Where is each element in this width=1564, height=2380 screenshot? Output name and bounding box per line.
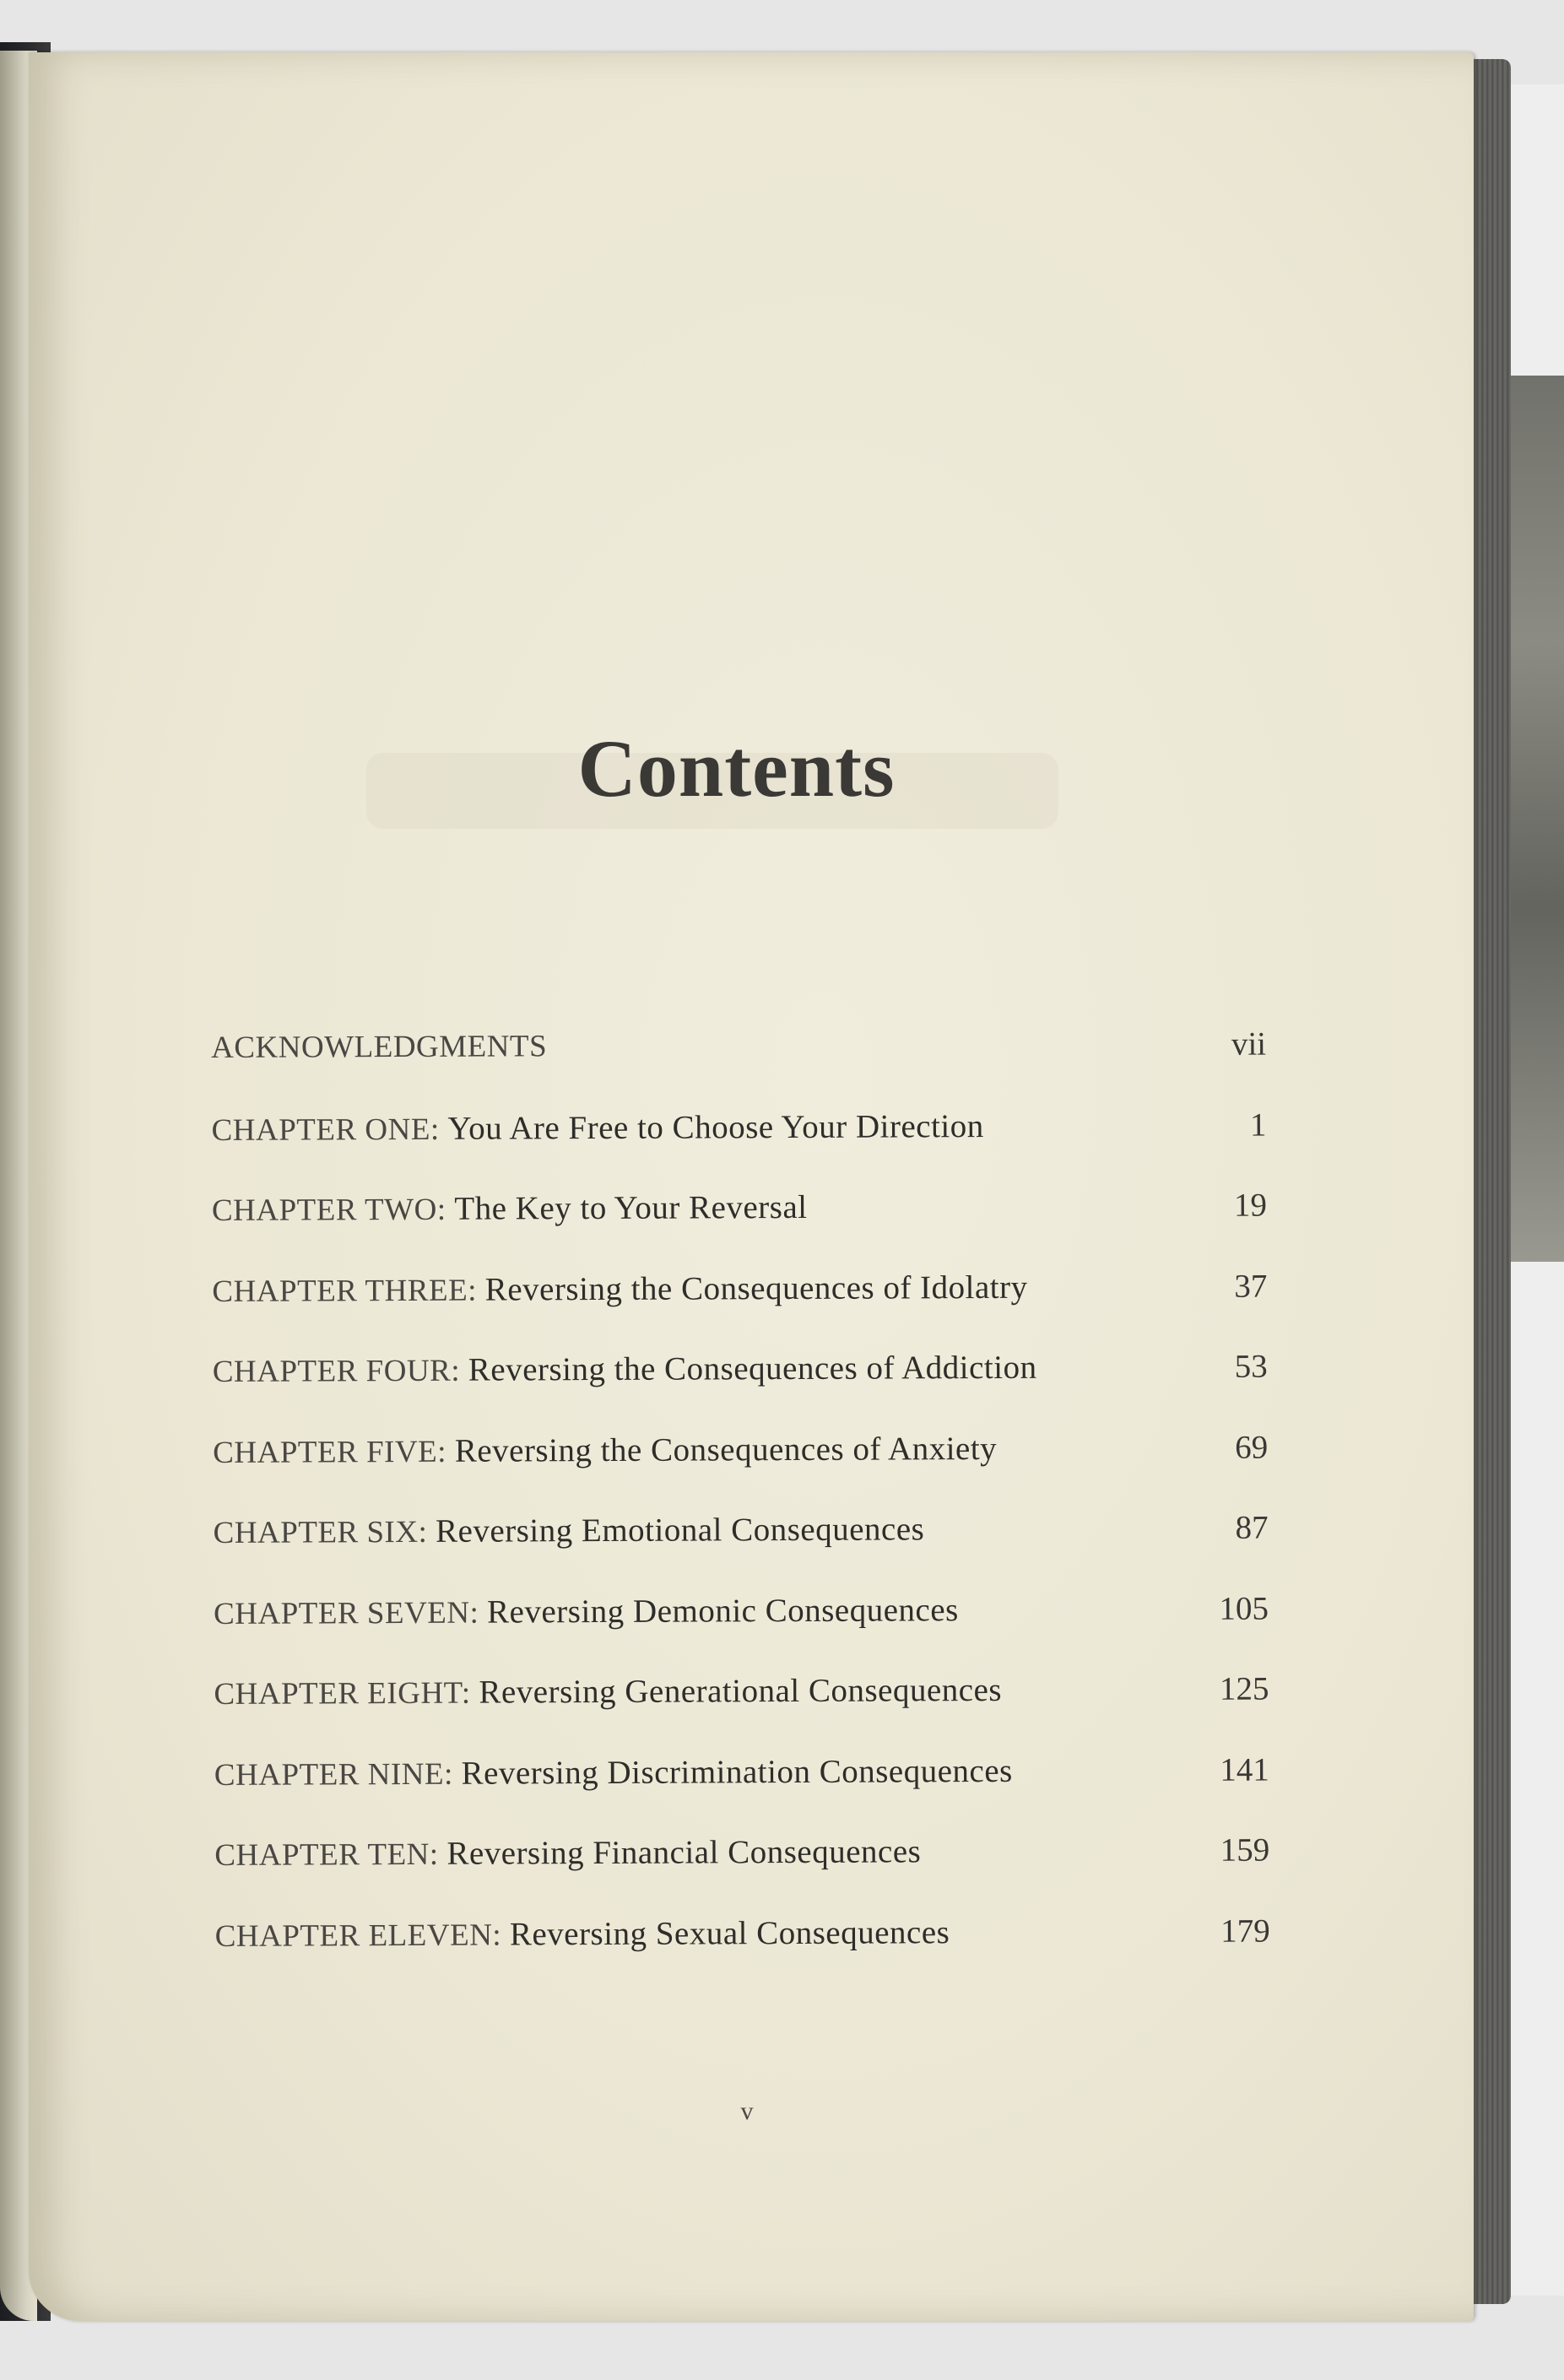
toc-page-number: vii — [1231, 1025, 1267, 1063]
toc-page-number: 105 — [1219, 1590, 1269, 1627]
toc-entry — [214, 1509, 1269, 1594]
chapter-label: CHAPTER SIX: — [213, 1514, 428, 1550]
toc-entry-label — [213, 1349, 1037, 1390]
toc-entry — [211, 1025, 1266, 1111]
toc-entry — [211, 1106, 1266, 1191]
toc-entry — [213, 1348, 1268, 1433]
toc-page-number: 53 — [1234, 1348, 1268, 1385]
toc-page-number: 159 — [1220, 1831, 1270, 1869]
toc-page-number: 1 — [1249, 1106, 1267, 1144]
toc-entry — [215, 1912, 1270, 1997]
toc-entry — [212, 1267, 1267, 1352]
chapter-label: CHAPTER FOUR: — [212, 1353, 461, 1389]
toc-entry-label — [212, 1188, 808, 1229]
chapter-title: Reversing the Consequences of Anxiety — [454, 1430, 998, 1469]
chapter-title: You Are Free to Choose Your Direction — [447, 1107, 984, 1147]
toc-entry-label — [211, 1028, 547, 1066]
toc-entry-label — [214, 1751, 1013, 1793]
toc-entry-label — [214, 1832, 921, 1874]
toc-entry-label — [214, 1591, 959, 1632]
chapter-title: Reversing Discrimination Consequences — [461, 1752, 1013, 1792]
toc-entry-label — [211, 1107, 983, 1149]
chapter-label: CHAPTER THREE: — [212, 1273, 478, 1309]
chapter-title: Reversing the Consequences of Addiction — [468, 1349, 1037, 1388]
chapter-label: CHAPTER ELEVEN: — [214, 1918, 502, 1954]
chapter-label: CHAPTER EIGHT: — [214, 1675, 471, 1712]
chapter-title: Reversing Sexual Consequences — [509, 1913, 950, 1952]
chapter-label: CHAPTER NINE: — [214, 1756, 453, 1793]
toc-page-number: 87 — [1235, 1509, 1269, 1546]
toc-entry-label — [212, 1268, 1027, 1309]
toc-page-number: 19 — [1233, 1187, 1268, 1224]
toc-page-number: 141 — [1220, 1751, 1269, 1788]
chapter-label: CHAPTER TEN: — [214, 1836, 439, 1873]
chapter-title: Reversing Generational Consequences — [479, 1671, 1003, 1711]
photo-strip — [1502, 376, 1564, 1262]
chapter-title: Reversing Demonic Consequences — [486, 1591, 959, 1631]
page-title: Contents — [577, 723, 896, 814]
toc-entry — [212, 1187, 1267, 1272]
table-of-contents — [211, 1025, 1270, 1997]
toc-entry — [213, 1428, 1268, 1513]
toc-page-number: 69 — [1235, 1429, 1269, 1466]
chapter-title: Reversing Financial Consequences — [446, 1833, 922, 1872]
toc-entry-label — [214, 1671, 1002, 1712]
chapter-title: The Key to Your Reversal — [454, 1188, 808, 1227]
chapter-title: Reversing Emotional Consequences — [435, 1511, 925, 1550]
toc-entry-label — [215, 1913, 950, 1955]
chapter-label: CHAPTER TWO: — [211, 1192, 446, 1228]
toc-entry-label — [214, 1510, 925, 1551]
toc-entry — [214, 1670, 1269, 1755]
toc-page-number: 125 — [1219, 1670, 1269, 1707]
toc-page-number: 37 — [1234, 1268, 1268, 1305]
toc-entry — [214, 1589, 1269, 1674]
toc-entry — [214, 1831, 1269, 1917]
chapter-label: CHAPTER ONE: — [211, 1112, 440, 1148]
page-number: v — [740, 2097, 754, 2125]
toc-entry-label — [213, 1429, 997, 1470]
chapter-label: CHAPTER FIVE: — [213, 1434, 447, 1470]
toc-entry — [214, 1750, 1269, 1836]
chapter-title: Reversing the Consequences of Idolatry — [484, 1268, 1028, 1308]
chapter-label: CHAPTER SEVEN: — [213, 1595, 479, 1631]
chapter-label: ACKNOWLEDGMENTS — [211, 1029, 548, 1065]
toc-page-number: 179 — [1220, 1912, 1270, 1950]
